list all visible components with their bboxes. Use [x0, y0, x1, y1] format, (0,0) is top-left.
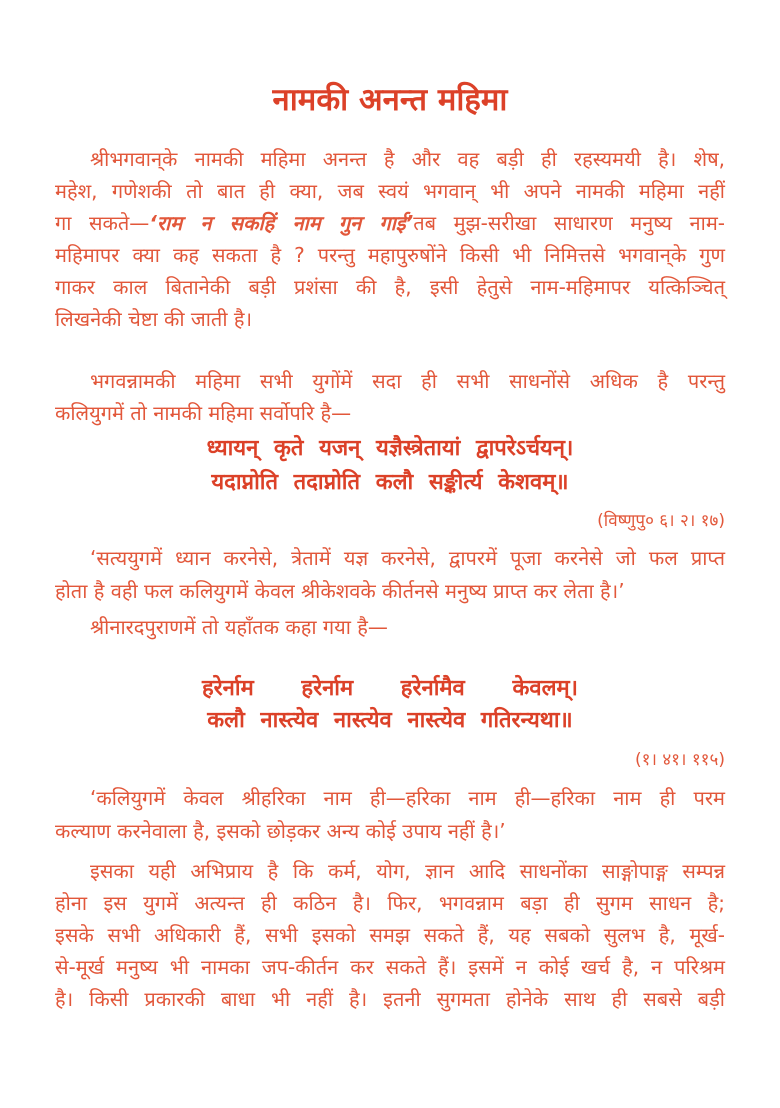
text-line: इसका यही अभिप्राय है कि कर्म, योग, ज्ञान आदि साधनोंका साङ्गोपाङ्ग सम्पन्न	[90, 859, 725, 883]
verse-reference: (१। ४१। ११५)	[635, 750, 725, 770]
text-segment: गा सकते—	[55, 211, 150, 235]
text-line: गाकर काल बितानेकी बड़ी प्रशंसा की है, इसी हेतुसे नाम-महिमापर यत्किञ्चित्	[55, 275, 725, 299]
verse-line: यदाप्नोति तदाप्नोति कलौ सङ्कीर्त्य केशवम्॥	[211, 470, 569, 495]
text-line: होता है वही फल कलियुगमें केवल श्रीकेशवके कीर्तनसे मनुष्य प्राप्त कर लेता है।’	[55, 579, 625, 603]
text-line: श्रीनारदपुराणमें तो यहाँतक कहा गया है—	[90, 615, 388, 639]
page-title: नामकी अनन्त महिमा	[272, 82, 508, 118]
text-line: लिखनेकी चेष्टा की जाती है।	[55, 307, 253, 331]
text-segment: तब मुझ-सरीखा साधारण मनुष्य नाम-	[413, 211, 725, 235]
verse-line: हरेर्नाम हरेर्नाम हरेर्नामैव केवलम्।	[202, 676, 578, 701]
text-line	[55, 208, 725, 238]
text-line: है। किसी प्रकारकी बाधा भी नहीं है। इतनी सुगमता होनेके साथ ही सबसे बड़ी	[55, 987, 725, 1011]
text-line: से-मूर्ख मनुष्य भी नामका जप-कीर्तन कर सकते हैं। इसमें न कोई खर्च है, न परिश्रम	[55, 955, 725, 979]
verse-reference: (विष्णुपु० ६। २। १७)	[597, 511, 725, 531]
verse-line: कलौ नास्त्येव नास्त्येव नास्त्येव गतिरन्यथा॥	[207, 708, 573, 733]
text-line: ‘सत्ययुगमें ध्यान करनेसे, त्रेतामें यज्ञ करनेसे, द्वापरमें पूजा करनेसे जो फल प्राप्त	[90, 546, 725, 570]
verse-line: ध्यायन् कृते यजन् यज्ञैस्त्रेतायां द्वापरेऽर्चयन्।	[206, 436, 574, 461]
quote-emphasis: ‘राम न सकहिं नाम गुन गाई’	[149, 211, 414, 235]
text-line: इसके सभी अधिकारी हैं, सभी इसको समझ सकते हैं, यह सबको सुलभ है, मूर्ख-	[55, 923, 725, 947]
text-line: श्रीभगवान्‌के नामकी महिमा अनन्त है और वह बड़ी ही रहस्यमयी है। शेष,	[90, 147, 725, 171]
text-line: महेश, गणेशकी तो बात ही क्या, जब स्वयं भगवान् भी अपने नामकी महिमा नहीं	[55, 179, 725, 203]
text-line: महिमापर क्या कह सकता है ? परन्तु महापुरुषोंने किसी भी निमित्तसे भगवान्‌के गुण	[55, 243, 725, 267]
text-line: होना इस युगमें अत्यन्त ही कठिन है। फिर, भगवन्नाम बड़ा ही सुगम साधन है;	[55, 891, 725, 915]
text-line: कल्याण करनेवाला है, इसको छोड़कर अन्य कोई उपाय नहीं है।’	[55, 819, 506, 843]
text-line: कलियुगमें तो नामकी महिमा सर्वोपरि है—	[55, 401, 352, 425]
text-line: भगवन्नामकी महिमा सभी युगोंमें सदा ही सभी साधनोंसे अधिक है परन्तु	[90, 369, 725, 393]
text-line: ‘कलियुगमें केवल श्रीहरिका नाम ही—हरिका नाम ही—हरिका नाम ही परम	[90, 786, 725, 810]
